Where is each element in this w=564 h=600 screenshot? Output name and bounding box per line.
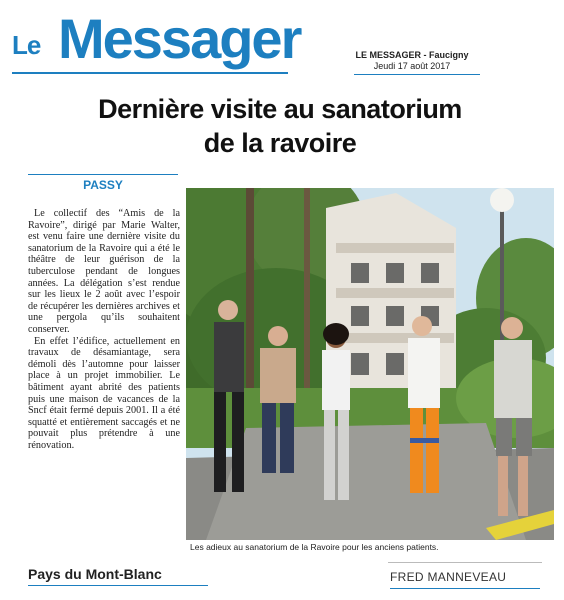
article-photo <box>186 188 554 540</box>
newspaper-logo <box>12 8 302 70</box>
paragraph-2: En effet l’édifice, actuellement en travaux de désamiantage, sera démoli dès l’automne pour laisser place à un projet immobilier. Le bâtiment ayant abrité des patients puis une maison de vacances de la Sncf était fermé depuis 2001. Il a été squatté et entièrement saccagés et ne pouvait plus prétendre à une rénovation. <box>28 335 180 451</box>
photo-illustration <box>186 188 554 540</box>
paragraph-1: Le collectif des “Amis de la Ravoire”, dirigé par Marie Walter, est venu faire une dernière visite du sanatorium de la Ravoire qui a été le théâtre de leur guérison de la tuberculose pendant de longues années. La délégation s’est rendue sur les lieux le 2 août avec l’espoir de récupérer les dernières archives et une pergola qu’ils souhaitent conserver. <box>28 208 180 335</box>
edition-info <box>354 50 470 72</box>
logo-prefix: Le <box>12 30 41 60</box>
logo-rule <box>12 72 288 74</box>
section-label: PASSY <box>83 178 123 192</box>
headline-line-1: Dernière visite au sanatorium <box>98 94 462 124</box>
edition-rule <box>354 74 480 75</box>
footer-region-rule <box>28 585 208 586</box>
footer-author-rule <box>390 588 540 589</box>
edition-date: Jeudi 17 août 2017 <box>373 61 451 71</box>
section-rule <box>28 174 178 175</box>
footer-author: FRED MANNEVEAU <box>390 570 507 584</box>
logo-main: Messager <box>58 7 301 70</box>
photo-caption: Les adieux au sanatorium de la Ravoire pour les anciens patients. <box>190 542 439 552</box>
article-body <box>28 208 180 451</box>
footer-top-rule <box>388 562 542 563</box>
edition-name: LE MESSAGER - Faucigny <box>355 50 469 60</box>
footer-region: Pays du Mont-Blanc <box>28 566 162 582</box>
article-headline <box>60 92 500 160</box>
headline-line-2: de la ravoire <box>203 128 357 158</box>
